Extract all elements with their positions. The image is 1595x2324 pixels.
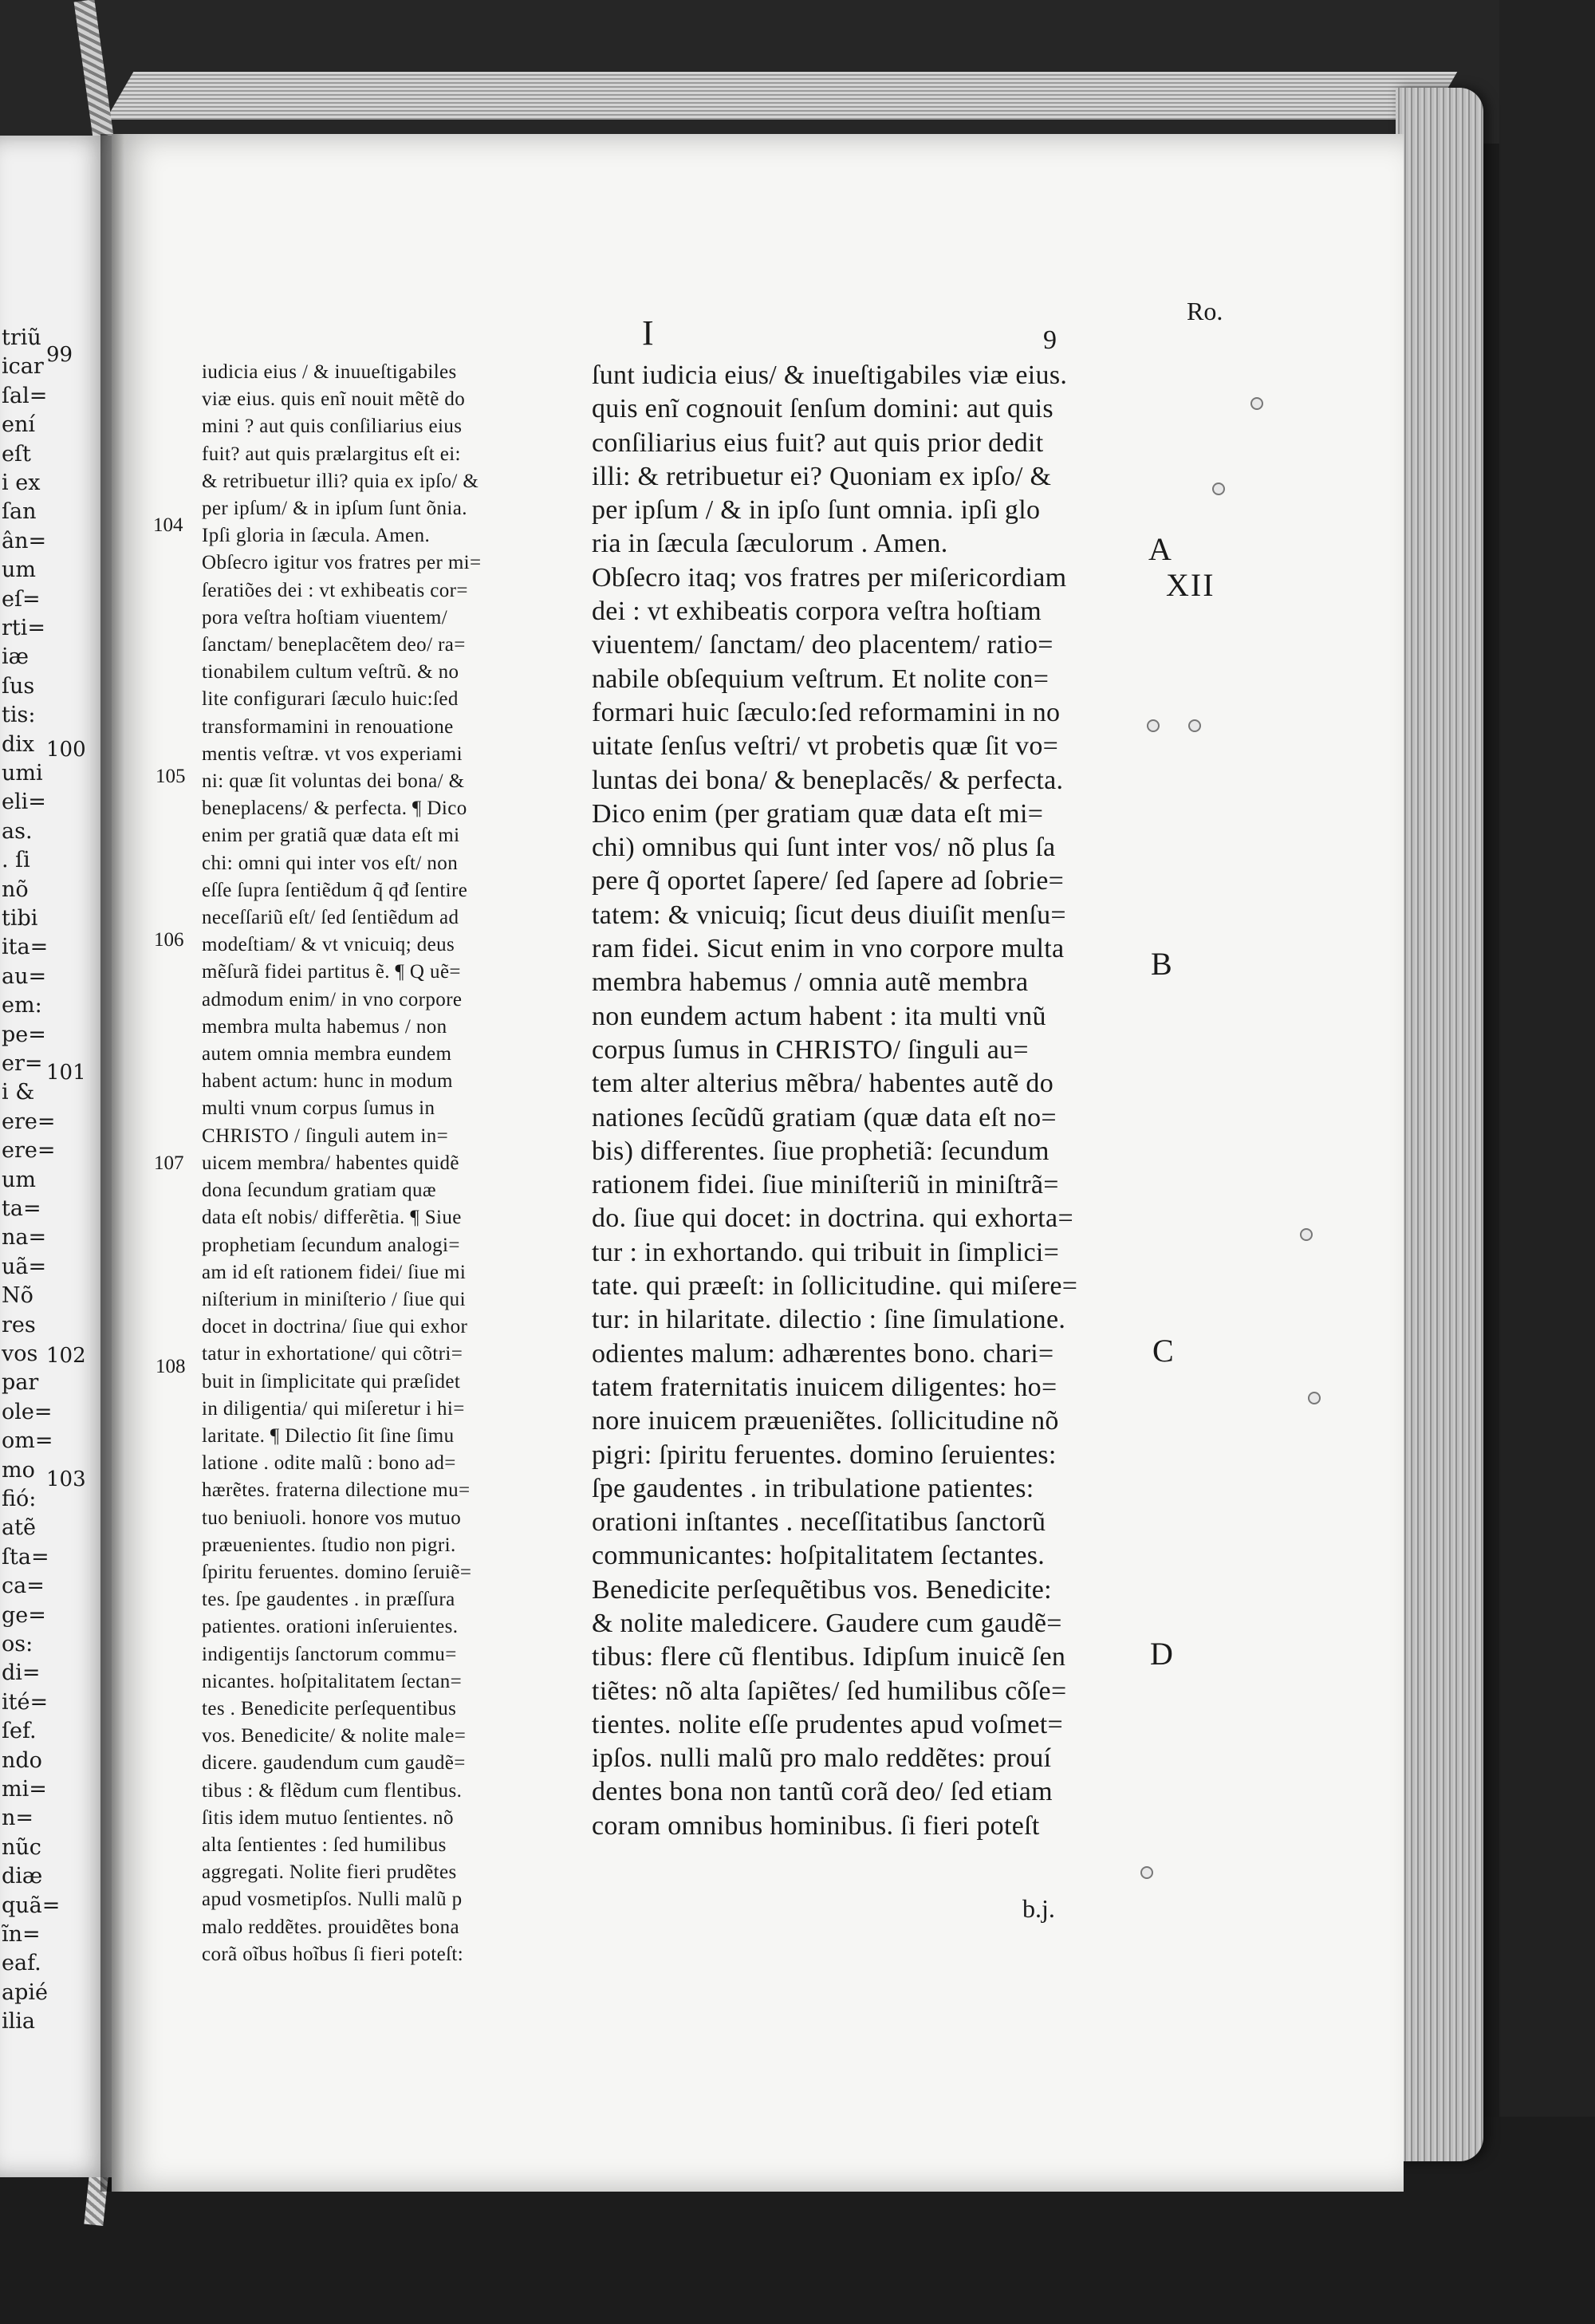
facing-page-fragment: par <box>2 1370 39 1396</box>
facing-page-fragment: . ſi <box>2 848 30 873</box>
commentary-line: Obſecro igitur vos fratres per mi= <box>202 552 482 574</box>
margin-mark <box>1188 719 1201 732</box>
commentary-line: præuenientes. ſtudio non pigri. <box>202 1534 456 1556</box>
book-abbrev: Ro. <box>1187 297 1223 325</box>
main-text-line: tiẽtes: nõ alta ſapiẽtes/ ſed humilibus cõſe= <box>592 1676 1067 1706</box>
main-text-line: tate. qui præeſt: in ſollicitudine. qui miſere= <box>592 1271 1078 1302</box>
commentary-line: ſeratiões dei : vt exhibeatis cor= <box>202 579 468 601</box>
facing-page-fragment: ere= <box>2 1109 56 1134</box>
verse-number: 108 <box>156 1356 186 1377</box>
section-letter-d: D <box>1150 1636 1173 1672</box>
commentary-line: latione . odite malũ : bono ad= <box>202 1452 456 1475</box>
main-text-line: ram fidei. Sicut enim in vno corpore multa <box>592 934 1065 964</box>
commentary-line: aggregati. Nolite fieri prudẽtes <box>202 1861 457 1884</box>
commentary-line: admodum enim/ in vno corpore <box>202 988 463 1010</box>
facing-page-fragment: di= <box>2 1660 41 1686</box>
facing-page-fragment: atẽ <box>2 1515 36 1541</box>
main-text-line: non eundem actum habent : ita multi vnũ <box>592 1001 1046 1031</box>
margin-mark <box>1300 1228 1313 1241</box>
commentary-line: docet in doctrina/ ſiue qui exhor <box>202 1316 468 1338</box>
facing-page-fragment: ân= <box>2 528 47 553</box>
main-text-line: tibus: flere cũ flentibus. Idipſum inuicẽ ſen <box>592 1642 1066 1672</box>
commentary-line: malo reddẽtes. prouidẽtes bona <box>202 1916 460 1938</box>
facing-page-verse-number: 102 <box>46 1344 86 1368</box>
facing-page-fragment: ole= <box>2 1399 53 1424</box>
facing-page-fragment: dix <box>2 731 35 757</box>
facing-page-fragment: n= <box>2 1806 34 1831</box>
facing-page-fragment: triũ <box>2 325 41 350</box>
margin-mark <box>1140 1866 1153 1879</box>
main-text-line: tem alter alterius mẽbra/ habentes autẽ do <box>592 1069 1054 1099</box>
margin-mark <box>1147 719 1160 732</box>
main-text-column <box>592 359 1077 1843</box>
commentary-line: chi: omni qui inter vos eſt/ non <box>202 852 459 874</box>
folio-mark: I <box>642 313 654 353</box>
facing-page-fragment: eſ= <box>2 586 41 612</box>
commentary-line: eſſe ſupra ſentiẽdum q̃ qđ ſentire <box>202 879 468 901</box>
main-text-line: Dico enim (per gratiam quæ data eſt mi= <box>592 798 1044 829</box>
commentary-line: in diligentia/ qui miſeretur i hi= <box>202 1397 465 1420</box>
background-right <box>1499 0 1595 2324</box>
main-text-line: quis enĩ cognouit ſenſum domini: aut quis <box>592 394 1053 424</box>
facing-page-fragment: au= <box>2 963 47 989</box>
commentary-line: pora veſtra hoſtiam viuentem/ <box>202 606 448 628</box>
main-text-line: Obſecro itaq; vos fratres per miſericordiam <box>592 562 1067 593</box>
facing-page-fragment: quã= <box>2 1893 61 1918</box>
main-text-line: dei : vt exhibeatis corpora veſtra hoſtiam <box>592 597 1042 627</box>
facing-page-fragment: vos <box>2 1341 38 1366</box>
facing-page-fragment: os: <box>2 1632 33 1656</box>
main-text-line: per ipſum / & in ipſo ſunt omnia. ipſi glo <box>592 495 1041 526</box>
verse-number: 106 <box>154 929 184 951</box>
facing-page-fragment: um <box>2 557 36 583</box>
main-text-line: illi: & retribuetur ei? Quoniam ex ipſo/ & <box>592 461 1052 491</box>
main-text-line: Benedicite perſequẽtibus vos. Benedicite: <box>592 1574 1052 1605</box>
commentary-line: lite configurari ſæculo huic:ſed <box>202 688 459 711</box>
facing-page-fragment: nõ <box>2 876 29 902</box>
commentary-line: Ipſi gloria in ſæcula. Amen. <box>202 525 431 547</box>
main-text-line: ſunt iudicia eius/ & inueſtigabiles viæ eius. <box>592 360 1068 390</box>
facing-page-fragment: diæ <box>2 1864 43 1889</box>
commentary-line: niſterium in miniſterio / ſiue qui <box>202 1288 466 1310</box>
commentary-line: mẽſurã fidei partitus ẽ. ¶ Q uẽ= <box>202 961 461 983</box>
commentary-line: prophetiam ſecundum analogi= <box>202 1234 460 1256</box>
commentary-line: ſanctam/ beneplacẽtem deo/ ra= <box>202 634 466 656</box>
commentary-line: transformamini in renouatione <box>202 715 454 738</box>
commentary-line: beneplacens/ & perfecta. ¶ Dico <box>202 798 467 820</box>
commentary-line: ſpiritu feruentes. domino ſeruiẽ= <box>202 1561 472 1583</box>
facing-page-fragment: ta= <box>2 1196 41 1221</box>
facing-page-fragment: Nõ <box>2 1283 33 1309</box>
commentary-line: modeſtiam/ & vt vnicuiq; deus <box>202 934 455 956</box>
commentary-line: membra multa habemus / non <box>202 1015 447 1038</box>
main-text-line: pigri: ſpiritu feruentes. domino ſeruientes: <box>592 1440 1057 1470</box>
margin-mark <box>1212 483 1225 495</box>
facing-page <box>0 136 112 2177</box>
facing-page-fragment: mi= <box>2 1777 47 1802</box>
main-text-line: corpus ſumus in CHRISTO/ ſinguli au= <box>592 1034 1029 1065</box>
main-text-line: do. ſiue qui docet: in doctrina. qui exhorta= <box>592 1203 1073 1234</box>
commentary-line: neceſſariũ eſt/ ſed ſentiẽdum ad <box>202 907 459 929</box>
facing-page-fragment: um <box>2 1167 36 1192</box>
facing-page-fragment: eli= <box>2 790 46 815</box>
commentary-line: alta ſentientes : ſed humilibus <box>202 1834 447 1856</box>
facing-page-fragment: ndo <box>2 1747 42 1773</box>
commentary-line: vos. Benedicite/ & nolite male= <box>202 1725 467 1747</box>
facing-page-verse-number: 103 <box>46 1467 86 1491</box>
main-text-line: pere q̃ oportet ſapere/ ſed ſapere ad ſobrie= <box>592 866 1065 896</box>
commentary-line: tibus : & flẽdum cum flentibus. <box>202 1779 463 1802</box>
commentary-line: apud vosmetipſos. Nulli malũ p <box>202 1889 463 1911</box>
main-text-line: bis) differentes. ſiue prophetiã: ſecundum <box>592 1136 1050 1166</box>
section-letter-b: B <box>1151 946 1172 982</box>
main-text-line: formari huic ſæculo:ſed reformamini in no <box>592 697 1061 727</box>
commentary-line: ſitis idem mutuo ſentientes. nõ <box>202 1806 454 1829</box>
commentary-line: autem omnia membra eundem <box>202 1043 452 1065</box>
commentary-line: indigentijs ſanctorum commu= <box>202 1643 457 1665</box>
main-text-line: dentes bona non tantũ corã deo/ ſed etiam <box>592 1777 1053 1807</box>
main-text-line: tur: in hilaritate. dilectio : ſine ſimulatione. <box>592 1305 1066 1335</box>
facing-page-fragment: er= <box>2 1051 43 1076</box>
main-text-line: orationi inſtantes . neceſſitatibus ſanctorũ <box>592 1507 1046 1538</box>
book-fore-edge <box>1396 88 1483 2161</box>
commentary-line: tionabilem cultum veſtrũ. & no <box>202 661 459 683</box>
commentary-line: tes . Benedicite perſequentibus <box>202 1697 457 1719</box>
verse-number: 104 <box>153 514 183 536</box>
main-text-line: tur : in exhortando. qui tribuit in ſimplici= <box>592 1237 1060 1267</box>
facing-page-fragment: eſt <box>2 441 31 467</box>
verse-number: 107 <box>154 1152 184 1174</box>
commentary-line: per ipſum/ & in ipſum ſunt õnia. <box>202 498 467 520</box>
commentary-line: habent actum: hunc in modum <box>202 1070 453 1093</box>
main-text-line: nore inuicem præueniẽtes. ſollicitudine nõ <box>592 1406 1059 1436</box>
main-text-line: ria in ſæcula ſæculorum . Amen. <box>592 529 948 559</box>
margin-mark <box>1250 397 1263 410</box>
commentary-line: viæ eius. quis enĩ nouit mẽtẽ do <box>202 388 466 411</box>
chapter-number: XII <box>1166 567 1215 603</box>
facing-page-fragment: om= <box>2 1428 53 1454</box>
commentary-line: tuo beniuoli. honore vos mutuo <box>202 1507 462 1529</box>
commentary-line: iudicia eius / & inuueſtigabiles <box>202 361 457 383</box>
commentary-line: hærẽtes. fraterna dilectione mu= <box>202 1479 471 1502</box>
main-text-line: tientes. nolite eſſe prudentes apud voſmet= <box>592 1709 1064 1739</box>
commentary-line: enim per gratiã quæ data eſt mi <box>202 825 460 847</box>
commentary-line: fuit? aut quis prælargitus eſt ei: <box>202 443 461 465</box>
section-letter-c: C <box>1152 1333 1174 1369</box>
commentary-line: & retribuetur illi? quia ex ipſo/ & <box>202 470 479 492</box>
commentary-line: mentis veſtræ. vt vos experiami <box>202 742 463 765</box>
facing-page-fragment: pe= <box>2 1022 46 1047</box>
facing-page-fragment: ere= <box>2 1138 56 1164</box>
facing-page-fragment: iæ <box>2 644 30 670</box>
facing-page-fragment: ſan <box>2 499 37 525</box>
commentary-line: buit in ſimplicitate qui præſidet <box>202 1370 461 1392</box>
main-text-line: uitate ſenſus veſtri/ vt probetis quæ ſit vo= <box>592 731 1059 762</box>
facing-page-fragment: nũc <box>2 1834 41 1860</box>
facing-page-fragment: tibi <box>2 906 38 931</box>
facing-page-fragment: ſta= <box>2 1544 49 1570</box>
commentary-line: data eſt nobis/ differẽtia. ¶ Siue <box>202 1207 462 1229</box>
commentary-line: ni: quæ ſit voluntas dei bona/ & <box>202 770 465 793</box>
page-number: 9 <box>1043 325 1057 355</box>
main-text-line: nationes ſecũdũ gratiam (quæ data eſt no= <box>592 1102 1057 1132</box>
facing-page-fragment: umi <box>2 761 43 786</box>
facing-page-fragment: eaf. <box>2 1951 41 1976</box>
facing-page-fragment: ité= <box>2 1689 49 1715</box>
commentary-line: tatur in exhortatione/ qui cõtri= <box>202 1343 463 1365</box>
main-text-line: conſiliarius eius fuit? aut quis prior dedit <box>592 427 1044 458</box>
facing-page-fragment: ge= <box>2 1602 46 1628</box>
commentary-line: corã oĩbus hoĩbus ſi fieri poteſt: <box>202 1943 464 1965</box>
commentary-line: CHRISTO / ſinguli autem in= <box>202 1125 449 1147</box>
commentary-line: tes. ſpe gaudentes . in præſſura <box>202 1589 455 1611</box>
facing-page-fragment: ení <box>2 412 36 438</box>
facing-page-fragment: ſef. <box>2 1719 37 1744</box>
facing-page-fragment: i & <box>2 1080 35 1105</box>
facing-page-fragment: i ex <box>2 471 41 495</box>
facing-page-fragment: ſal= <box>2 383 48 408</box>
facing-page-fragment: ſus <box>2 673 35 699</box>
facing-page-verse-number: 101 <box>46 1061 86 1085</box>
main-text-line: luntas dei bona/ & beneplacẽs/ & perfecta. <box>592 765 1064 795</box>
main-text-line: tatem fraternitatis inuicem diligentes: ho= <box>592 1372 1057 1402</box>
facing-page-verse-number: 100 <box>46 738 86 762</box>
main-text-line: coram omnibus hominibus. ſi fieri poteſt <box>592 1810 1040 1841</box>
facing-page-fragment: fió: <box>2 1487 37 1511</box>
commentary-line: mini ? aut quis conſiliarius eius <box>202 416 463 438</box>
main-text-line: viuentem/ ſanctam/ deo placentem/ ratio= <box>592 630 1053 660</box>
verse-number: 105 <box>156 766 186 787</box>
main-text-line: chi) omnibus qui ſunt inter vos/ nõ plus ſa <box>592 833 1056 863</box>
commentary-line: dicere. gaudendum cum gaudẽ= <box>202 1752 466 1775</box>
facing-page-fragment: apié <box>2 1979 48 2005</box>
facing-page-fragment: tis: <box>2 703 36 728</box>
main-text-line: ipſos. nulli malũ pro malo reddẽtes: prouí <box>592 1743 1052 1774</box>
facing-page-fragment: icar <box>2 354 44 380</box>
facing-page-fragment: rti= <box>2 616 46 640</box>
main-text-line: membra habemus / omnia autẽ membra <box>592 967 1029 998</box>
facing-page-fragment: em: <box>2 993 42 1018</box>
commentary-line: multi vnum corpus ſumus in <box>202 1097 435 1120</box>
main-text-line: odientes malum: adhærentes bono. chari= <box>592 1338 1054 1369</box>
commentary-line: uicem membra/ habentes quidẽ <box>202 1152 459 1174</box>
facing-page-verse-number: 99 <box>46 343 73 367</box>
signature-mark: b.j. <box>1022 1894 1055 1923</box>
margin-mark <box>1308 1392 1321 1404</box>
main-text-line: nabile obſequium veſtrum. Et nolite con= <box>592 664 1050 694</box>
main-text-line: tatem: & vnicuiq; ſicut deus diuiſit menſu= <box>592 900 1066 930</box>
main-text-line: communicantes: hoſpitalitatem ſectantes. <box>592 1541 1046 1571</box>
commentary-line: dona ſecundum gratiam quæ <box>202 1180 436 1202</box>
section-letter-a: A <box>1148 531 1172 567</box>
facing-page-fragment: as. <box>2 818 33 844</box>
main-text-line: ſpe gaudentes . in tribulatione patientes: <box>592 1473 1034 1503</box>
commentary-line: laritate. ¶ Dilectio ſit ſine ſimu <box>202 1424 455 1447</box>
facing-page-fragment: mo <box>2 1457 35 1483</box>
commentary-line: nicantes. hoſpitalitatem ſectan= <box>202 1670 463 1692</box>
commentary-line: patientes. orationi inſeruientes. <box>202 1616 459 1638</box>
gutter-shadow <box>100 134 124 2192</box>
facing-page-fragment: na= <box>2 1225 47 1251</box>
facing-page-fragment: ca= <box>2 1574 45 1599</box>
commentary-column <box>202 359 482 1968</box>
facing-page-fragment: ĩn= <box>2 1922 41 1947</box>
main-text-line: rationem fidei. ſiue miniſteriũ in miniſtrã= <box>592 1170 1059 1200</box>
facing-page-fragment: res <box>2 1312 36 1337</box>
facing-page-fragment: uã= <box>2 1254 47 1279</box>
main-text-line: & nolite maledicere. Gaudere cum gaudẽ= <box>592 1608 1062 1638</box>
facing-page-fragment: ita= <box>2 935 49 960</box>
commentary-line: am id eſt rationem fidei/ ſiue mi <box>202 1261 467 1283</box>
book-top-edge <box>106 72 1458 120</box>
facing-page-fragment: ilia <box>2 2009 36 2034</box>
